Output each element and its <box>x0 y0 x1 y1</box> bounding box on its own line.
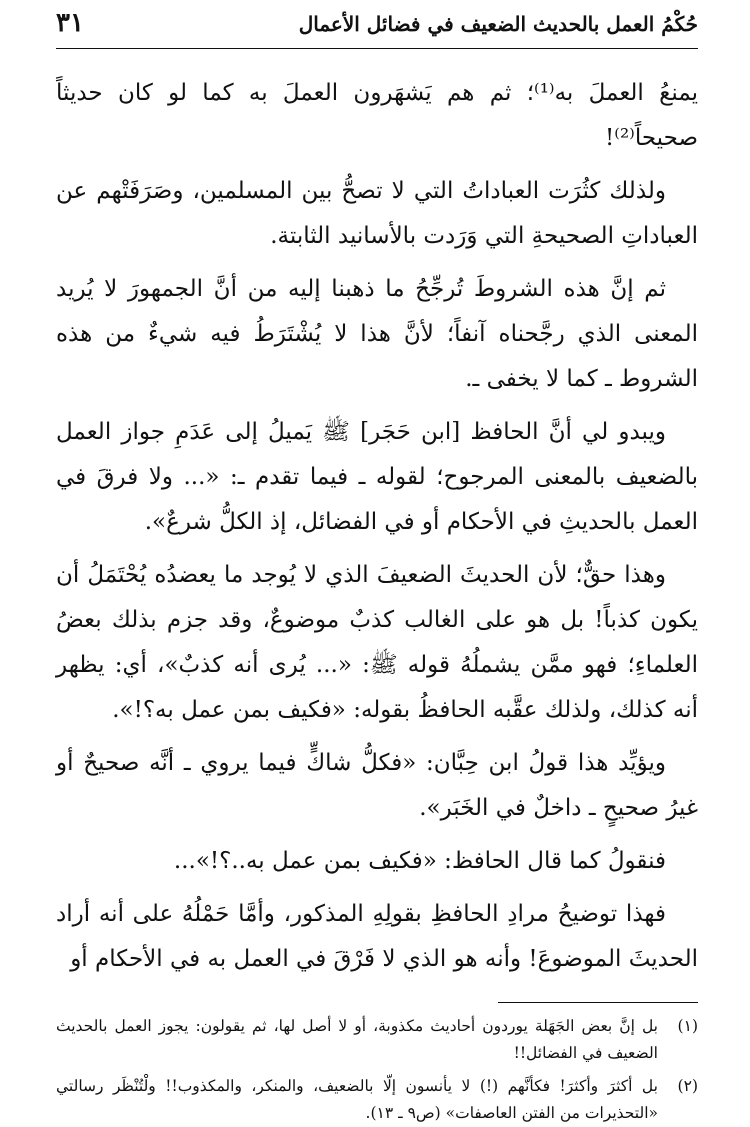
book-page <box>0 4 750 1122</box>
paragraph: ويبدو لي أنَّ الحافظ [ابن حَجَر] ﷺ يَميلُ إلى عَدَمِ جواز العمل بالضعيف بالمعنى المرجوح؛ لقوله ـ فيما تقدم ـ: «... ولا فرقَ في العمل بالحديثِ في الأحكام أو في الفضائل، إذ الكلُّ شرعٌ». <box>56 419 698 535</box>
footnote <box>56 1073 698 1127</box>
paragraph: فهذا توضيحُ مرادِ الحافظِ بقولِهِ المذكور، وأمَّا حَمْلُهُ على أنه أراد الحديثَ الموضوعَ! وأنه هو الذي لا فَرْقَ في العمل به في الأحكام أو <box>56 901 698 972</box>
main-text <box>56 71 698 982</box>
footnote-separator-wrap <box>56 1002 698 1003</box>
footnote-text: بل أكثرَ وأكثرَ! فكأنَّهم (!) لا يأنسون إلّا بالضعيف، والمنكر، والمكذوب!! ولْتُنْظَر رسالتي «التحذيرات من الفتن العاصفات» (ص٩ ـ ١٣). <box>56 1077 658 1122</box>
running-title: حُكْمُ العمل بالحديث الضعيف في فضائل الأعمال <box>298 12 698 36</box>
footnote-number: (١) <box>677 1017 698 1035</box>
paragraph: ولذلك كثُرَت العباداتُ التي لا تصحُّ بين المسلمين، وصَرَفَتْهم عن العباداتِ الصحيحةِ التي وَرَدت بالأسانيد الثابتة. <box>56 178 698 249</box>
footnote-number: (٢) <box>677 1077 698 1095</box>
paragraph: يمنعُ العملَ به⁽¹⁾؛ ثم هم يَشهَرون العملَ به كما لو كان حديثاً صحيحاً⁽²⁾! <box>56 80 699 151</box>
page-number: ٣١ <box>56 8 84 38</box>
paragraph: ويؤيِّد هذا قولُ ابن حِبَّان: «فكلُّ شاكٍّ فيما يروي ـ أنَّه صحيحٌ أو غيرُ صحيحٍ ـ داخلٌ في الخَبَر». <box>56 750 698 821</box>
paragraph: وهذا حقٌّ؛ لأن الحديثَ الضعيفَ الذي لا يُوجد ما يعضدُه يُحْتَمَلُ أن يكون كذباً! بل هو على الغالب كذبٌ موضوعٌ، وقد جزم بذلك بعضُ العلماءِ؛ فهو ممَّن يشملُهُ قوله ﷺ: «... يُرى أنه كذبٌ»، أي: يظهر أنه كذلك، ولذلك عقَّبه الحافظُ بقوله: «فكيف بمن عمل به؟!». <box>56 562 698 723</box>
footnotes <box>56 1013 698 1127</box>
footnote-text: بل إنَّ بعض الجَهَلة يوردون أحاديث مكذوبة، أو لا أصل لها، ثم يقولون: يجوز العمل بالحديث الضعيف في الفضائل!! <box>56 1017 658 1062</box>
footnote-separator <box>498 1002 698 1003</box>
paragraph: ثم إنَّ هذه الشروطَ تُرجِّحُ ما ذهبنا إليه من أنَّ الجمهورَ لا يُريد المعنى الذي رجَّحناه آنفاً؛ لأنَّ هذا لا يُشْتَرَطُ فيه شيءٌ من هذه الشروط ـ كما لا يخفى ـ. <box>56 276 698 392</box>
page-header <box>56 4 698 49</box>
paragraph: فنقولُ كما قال الحافظ: «فكيف بمن عمل به..؟!»... <box>173 848 666 874</box>
footnote <box>56 1013 698 1067</box>
